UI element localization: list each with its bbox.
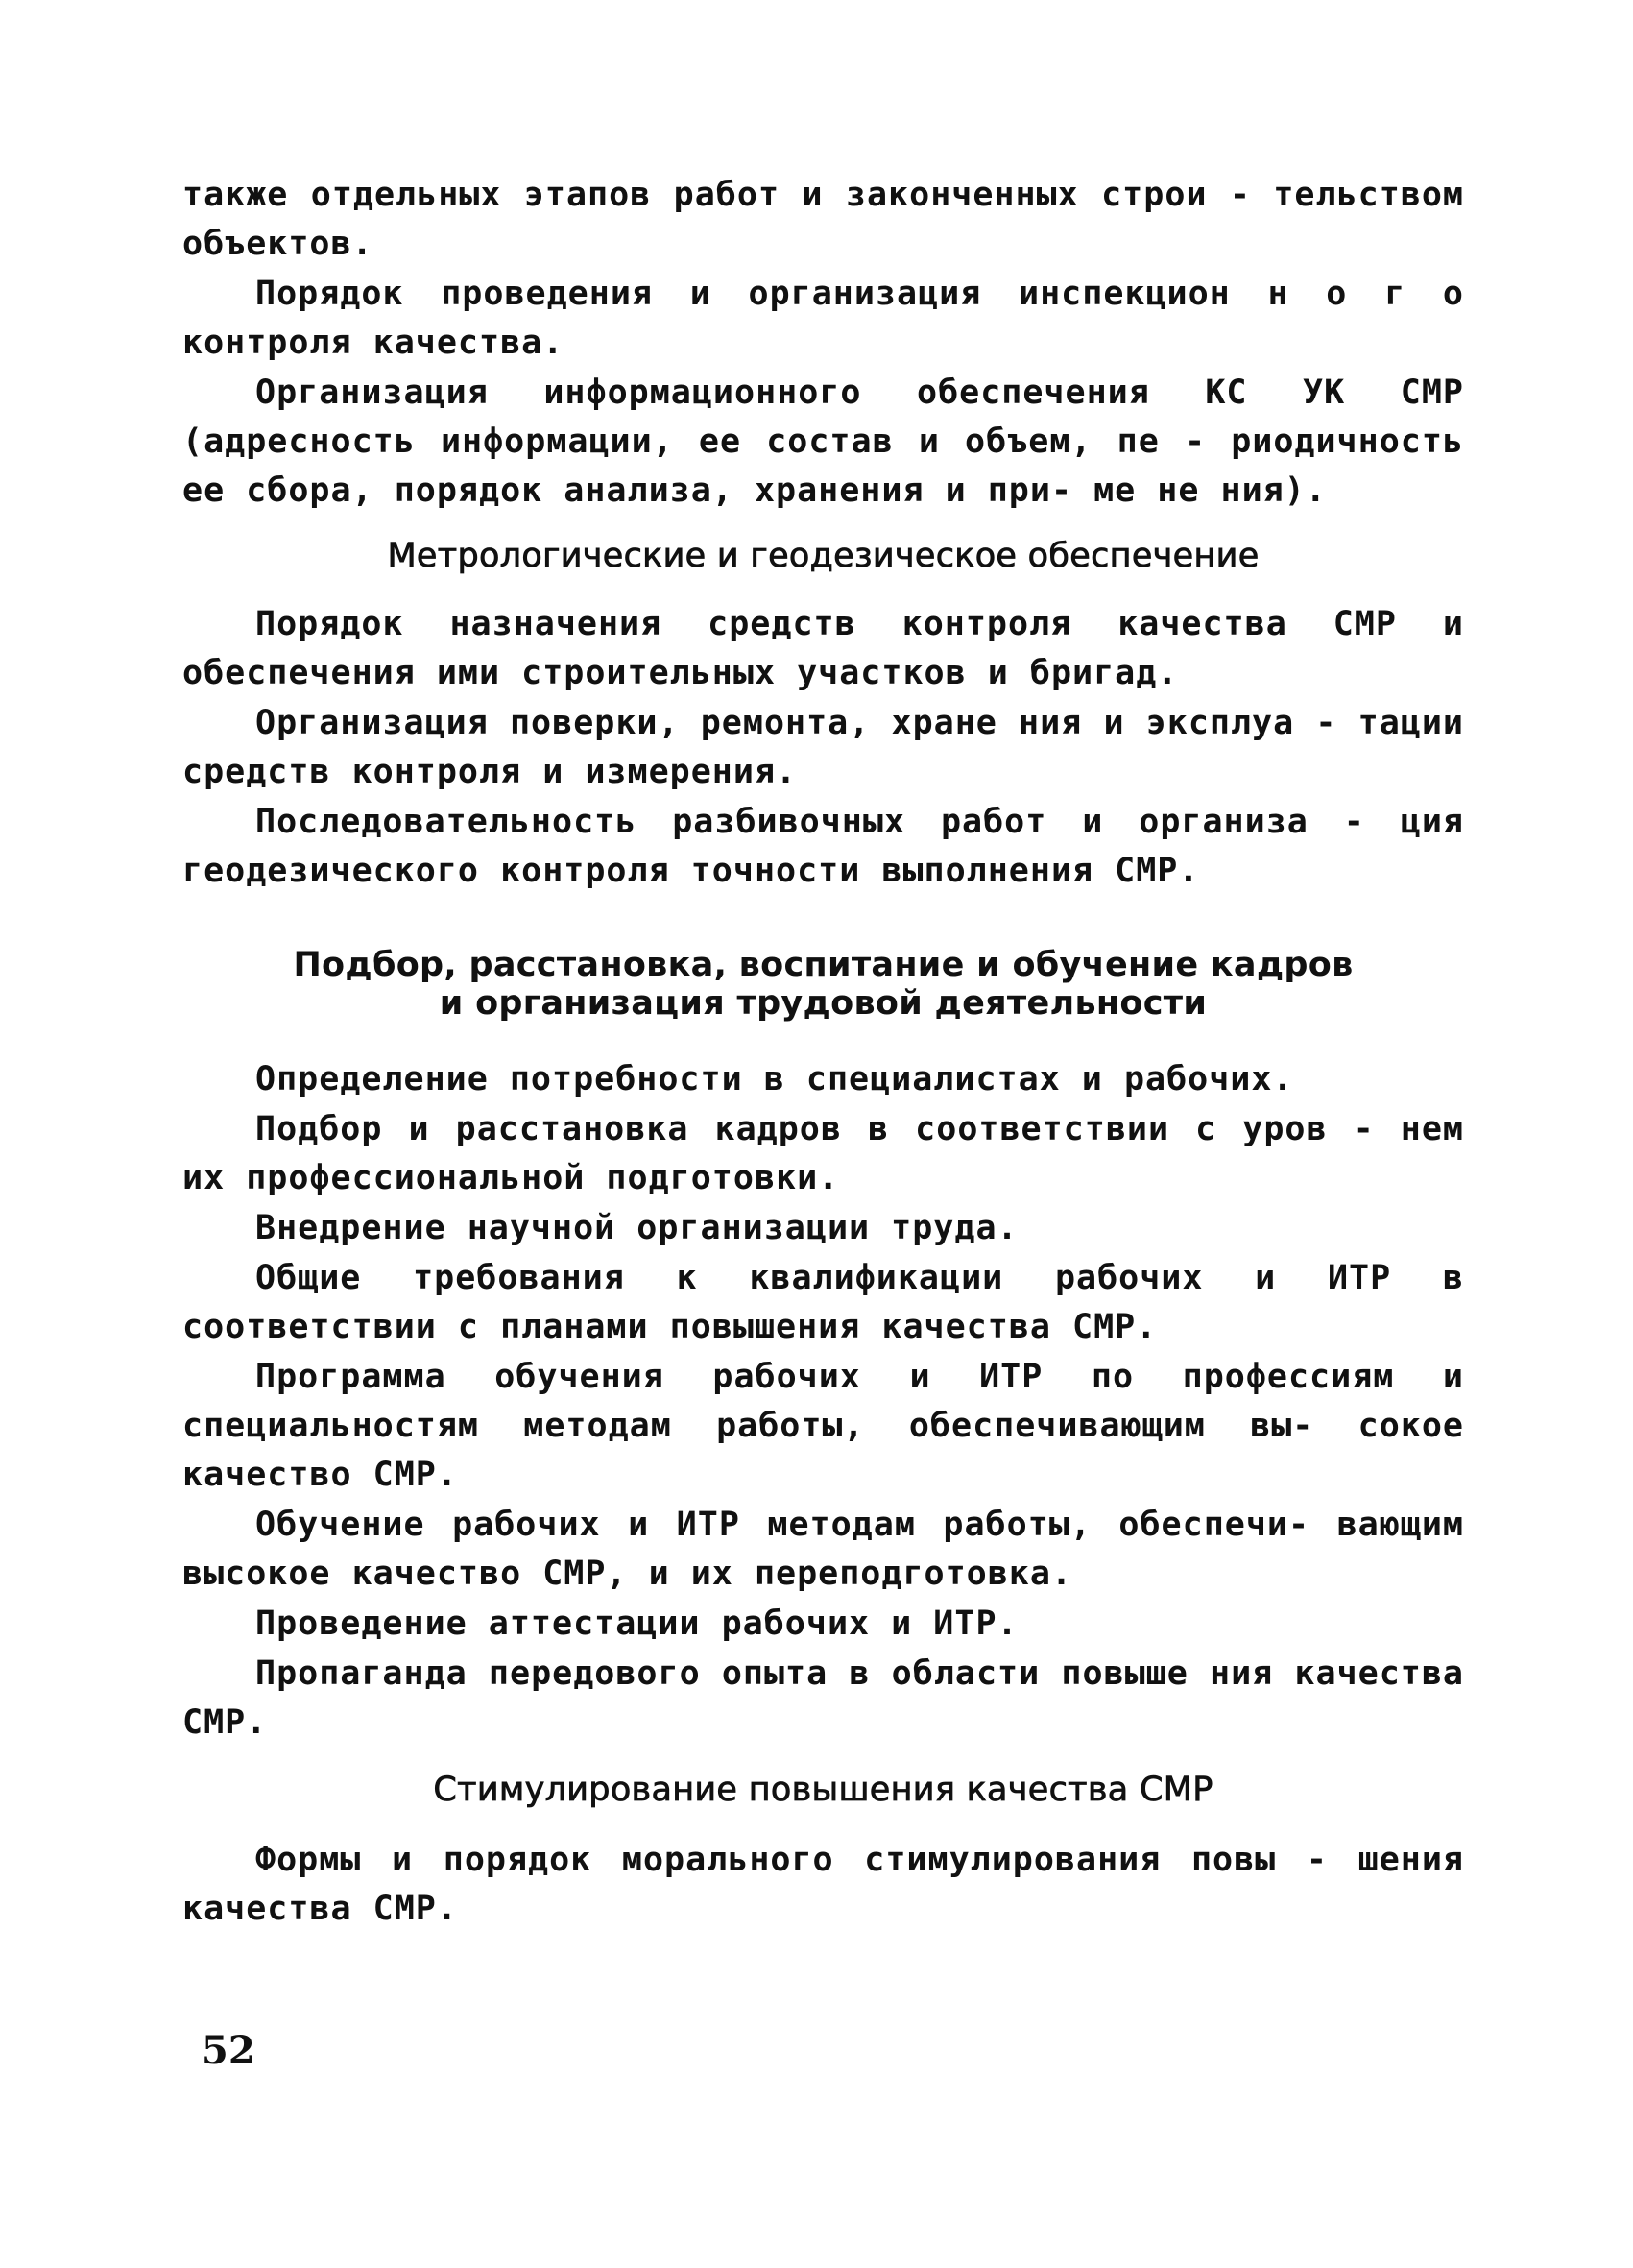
page-number: 52 [202, 2028, 255, 2073]
paragraph: Программа обучения рабочих и ИТР по профессиям и специальностям методам работы, обеспечивающим вы- сокое качество СМР. [182, 1358, 1464, 1494]
paragraph: Последовательность разбивочных работ и организа - ция геодезического контроля точности выполнения СМР. [182, 803, 1464, 890]
paragraph: Подбор и расстановка кадров в соответствии с уров - нем их профессиональной подготовки. [182, 1110, 1464, 1197]
text-column [182, 171, 1464, 1935]
paragraph: Проведение аттестации рабочих и ИТР. [255, 1604, 1019, 1643]
paragraph: Организация информационного обеспечения КС УК СМР (адресность информации, ее состав и объем, пе - риодичность ее сбора, порядок анализа, хранения и при- ме не ния). [182, 374, 1464, 510]
paragraph: Обучение рабочих и ИТР методам работы, обеспечи- вающим высокое качество СМР, и их переподготовка. [182, 1506, 1464, 1593]
paragraph: Порядок проведения и организация инспекцион н о г о контроля качества. [182, 275, 1464, 362]
paragraph: Порядок назначения средств контроля качества СМР и обеспечения ими строительных участков и бригад. [182, 605, 1464, 692]
section-heading-metrology: Метрологические и геодезическое обеспечение [387, 537, 1260, 575]
section-heading-stimulation: Стимулирование повышения качества СМР [433, 1771, 1213, 1809]
paragraph: Общие требования к квалификации рабочих и ИТР в соответствии с планами повышения качества СМР. [182, 1259, 1464, 1346]
paragraph: Организация поверки, ремонта, хране ния и эксплуа - тации средств контроля и измерения. [182, 704, 1464, 791]
paragraph: также отдельных этапов работ и законченных строи - тельством объектов. [182, 176, 1464, 263]
section-heading-staff-line1: Подбор, расстановка, воспитание и обучение кадров [293, 946, 1354, 984]
paragraph: Внедрение научной организации труда. [255, 1209, 1019, 1247]
section-heading-staff [182, 946, 1464, 1023]
paragraph: Пропаганда передового опыта в области повыше ния качества СМР. [182, 1654, 1464, 1742]
paragraph: Формы и порядок морального стимулирования повы - шения качества СМР. [182, 1841, 1464, 1928]
paragraph: Определение потребности в специалистах и рабочих. [255, 1060, 1294, 1098]
section-heading-staff-line2: и организация трудовой деятельности [439, 984, 1208, 1023]
